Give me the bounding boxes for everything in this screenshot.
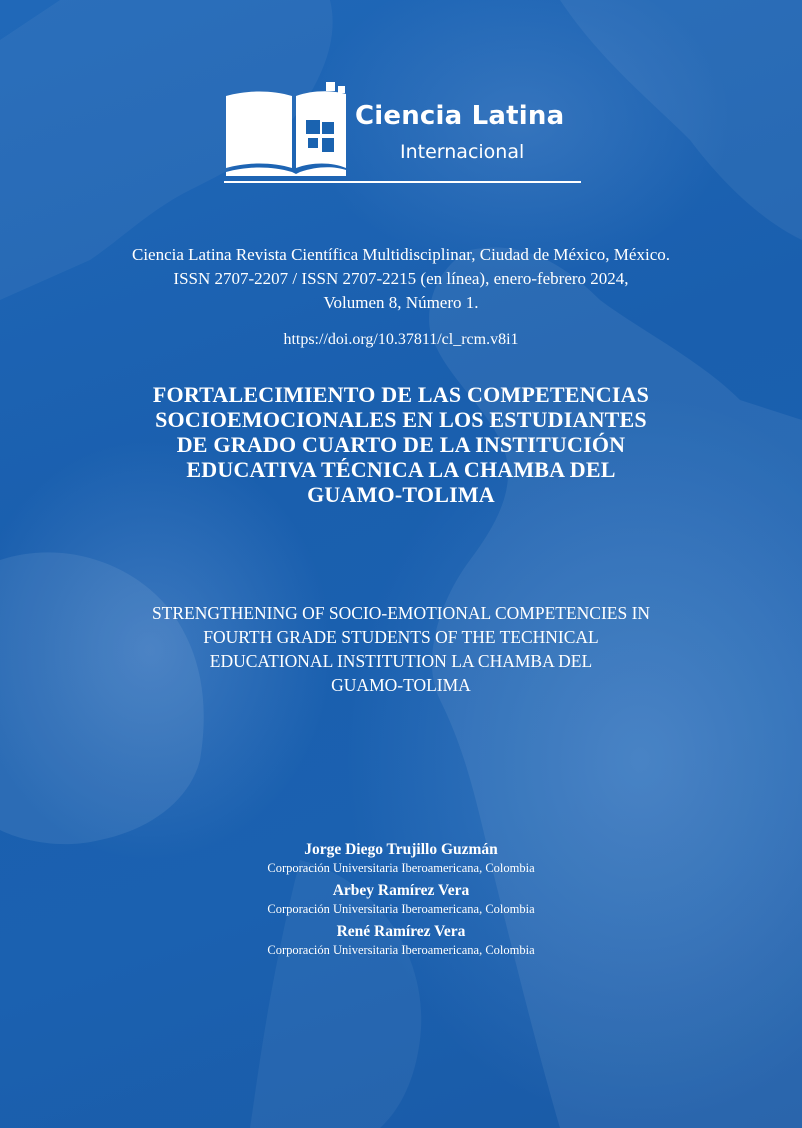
title-spanish xyxy=(110,382,692,507)
journal-line-1: Ciencia Latina Revista Científica Multidisciplinar, Ciudad de México, México. xyxy=(132,245,670,264)
doi-link[interactable]: https://doi.org/10.37811/cl_rcm.v8i1 xyxy=(283,331,519,348)
brand-name: Ciencia Latina xyxy=(355,101,565,131)
title-es-line-1: FORTALECIMIENTO DE LAS COMPETENCIAS xyxy=(152,382,650,407)
author-entry xyxy=(0,922,802,958)
author-affiliation: Corporación Universitaria Iberoamericana, Colombia xyxy=(267,902,535,916)
title-english xyxy=(80,601,722,697)
author-affiliation: Corporación Universitaria Iberoamericana, Colombia xyxy=(267,861,535,875)
title-es-line-4: EDUCATIVA TÉCNICA LA CHAMBA DEL xyxy=(186,457,616,482)
title-es-line-2: SOCIOEMOCIONALES EN LOS ESTUDIANTES xyxy=(155,407,647,432)
journal-line-2: ISSN 2707-2207 / ISSN 2707-2215 (en línea), enero-febrero 2024, xyxy=(173,269,629,288)
title-en-line-1: STRENGTHENING OF SOCIO-EMOTIONAL COMPETENCIES IN xyxy=(151,603,651,623)
title-en-line-4: GUAMO-TOLIMA xyxy=(331,675,471,695)
brand-divider xyxy=(224,181,581,183)
author-entry xyxy=(0,881,802,917)
author-name: Jorge Diego Trujillo Guzmán xyxy=(304,841,498,858)
title-es-line-5: GUAMO-TOLIMA xyxy=(307,482,495,507)
author-affiliation: Corporación Universitaria Iberoamericana, Colombia xyxy=(267,943,535,957)
authors-block xyxy=(0,840,802,963)
author-entry xyxy=(0,840,802,876)
journal-info xyxy=(0,243,802,315)
author-name: Arbey Ramírez Vera xyxy=(332,882,470,899)
title-es-line-3: DE GRADO CUARTO DE LA INSTITUCIÓN xyxy=(176,432,626,457)
title-en-line-2: FOURTH GRADE STUDENTS OF THE TECHNICAL xyxy=(203,627,599,647)
journal-line-3: Volumen 8, Número 1. xyxy=(323,293,479,312)
open-book-pixel-icon xyxy=(222,82,584,184)
author-name: René Ramírez Vera xyxy=(336,923,466,940)
brand-subtitle: Internacional xyxy=(400,141,525,163)
title-en-line-3: EDUCATIONAL INSTITUTION LA CHAMBA DEL xyxy=(209,651,593,671)
